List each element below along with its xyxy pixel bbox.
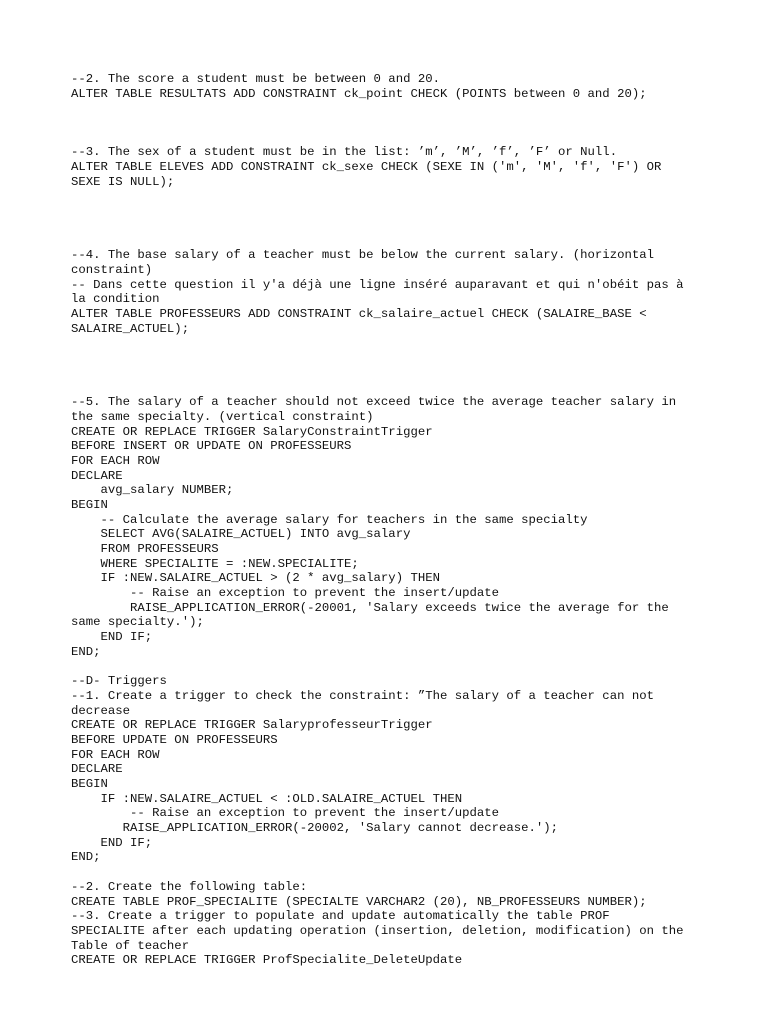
doc-line: [71, 366, 711, 381]
doc-line: ALTER TABLE RESULTATS ADD CONSTRAINT ck_point CHECK (POINTS between 0 and 20);: [71, 86, 647, 101]
doc-line: --4. The base salary of a teacher must be below the current salary. (horizontal: [71, 248, 654, 263]
doc-line: BEFORE UPDATE ON PROFESSEURS: [71, 732, 278, 747]
doc-line: [71, 865, 711, 880]
doc-line: decrease: [71, 703, 131, 718]
doc-line: the same specialty. (vertical constraint): [71, 409, 374, 424]
doc-line: la condition: [71, 292, 160, 307]
doc-line: FOR EACH ROW: [71, 453, 160, 468]
doc-line: CREATE OR REPLACE TRIGGER SalaryConstraintTrigger: [71, 424, 433, 439]
doc-line: --3. The sex of a student must be in the list: ’m’, ’M’, ’f’, ’F’ or Null.: [71, 145, 618, 160]
doc-line: RAISE_APPLICATION_ERROR(-20001, 'Salary exceeds twice the average for the: [71, 600, 669, 615]
doc-line: [71, 116, 711, 131]
doc-line: --2. The score a student must be between 0 and 20.: [71, 72, 440, 86]
doc-line: ALTER TABLE PROFESSEURS ADD CONSTRAINT ck_salaire_actuel CHECK (SALAIRE_BASE <: [71, 307, 647, 321]
doc-line: --2. Create the following table:: [71, 879, 308, 894]
doc-line: [71, 131, 711, 146]
doc-line: same specialty.');: [71, 615, 204, 630]
doc-line: DECLARE: [71, 468, 123, 483]
doc-line: -- Raise an exception to prevent the insert/update: [71, 806, 500, 821]
doc-line: -- Calculate the average salary for teachers in the same specialty: [71, 512, 588, 527]
doc-line: [71, 336, 711, 351]
doc-line: IF :NEW.SALAIRE_ACTUEL < :OLD.SALAIRE_ACTUEL THEN: [71, 791, 463, 806]
doc-line: SPECIALITE after each updating operation (insertion, deletion, modification) on the: [71, 923, 684, 938]
doc-line: [71, 660, 711, 675]
doc-line: --3. Create a trigger to populate and update automatically the table PROF: [71, 909, 610, 924]
doc-line: END;: [71, 644, 101, 659]
doc-line: RAISE_APPLICATION_ERROR(-20002, 'Salary cannot decrease.');: [71, 821, 559, 836]
doc-line: CREATE TABLE PROF_SPECIALITE (SPECIALTE VARCHAR2 (20), NB_PROFESSEURS NUMBER);: [71, 894, 647, 909]
doc-line: --5. The salary of a teacher should not exceed twice the average teacher salary in: [71, 395, 677, 410]
doc-line: WHERE SPECIALITE = :NEW.SPECIALITE;: [71, 556, 359, 571]
doc-line: constraint): [71, 262, 153, 277]
doc-line: ALTER TABLE ELEVES ADD CONSTRAINT ck_sexe CHECK (SEXE IN ('m', 'M', 'f', 'F') OR: [71, 160, 662, 175]
doc-line: -- Raise an exception to prevent the insert/update: [71, 586, 500, 601]
doc-line: avg_salary NUMBER;: [71, 483, 234, 498]
doc-line: [71, 190, 711, 205]
doc-line: FOR EACH ROW: [71, 747, 160, 762]
doc-line: --1. Create a trigger to check the constraint: ”The salary of a teacher can not: [71, 688, 654, 703]
doc-line: END IF;: [71, 835, 153, 850]
doc-line: CREATE OR REPLACE TRIGGER ProfSpecialite_DeleteUpdate: [71, 953, 463, 968]
doc-line: CREATE OR REPLACE TRIGGER SalaryprofesseurTrigger: [71, 718, 433, 733]
doc-line: BEFORE INSERT OR UPDATE ON PROFESSEURS: [71, 439, 352, 454]
doc-line: [71, 101, 711, 116]
doc-line: --D- Triggers: [71, 674, 167, 689]
document-page: [71, 72, 711, 968]
doc-line: [71, 380, 711, 395]
doc-line: END;: [71, 850, 101, 865]
doc-line: [71, 234, 711, 249]
doc-line: DECLARE: [71, 762, 123, 777]
doc-line: [71, 204, 711, 219]
doc-line: Table of teacher: [71, 938, 190, 953]
doc-line: BEGIN: [71, 777, 108, 791]
doc-line: IF :NEW.SALAIRE_ACTUEL > (2 * avg_salary) THEN: [71, 571, 440, 586]
doc-line: [71, 219, 711, 234]
doc-line: SEXE IS NULL);: [71, 174, 175, 189]
doc-line: FROM PROFESSEURS: [71, 542, 219, 556]
doc-line: END IF;: [71, 630, 153, 645]
doc-line: SELECT AVG(SALAIRE_ACTUEL) INTO avg_salary: [71, 527, 411, 542]
doc-line: [71, 351, 711, 366]
doc-line: -- Dans cette question il y'a déjà une ligne inséré auparavant et qui n'obéit pas à: [71, 277, 684, 292]
doc-line: SALAIRE_ACTUEL);: [71, 321, 190, 336]
doc-line: BEGIN: [71, 497, 108, 512]
